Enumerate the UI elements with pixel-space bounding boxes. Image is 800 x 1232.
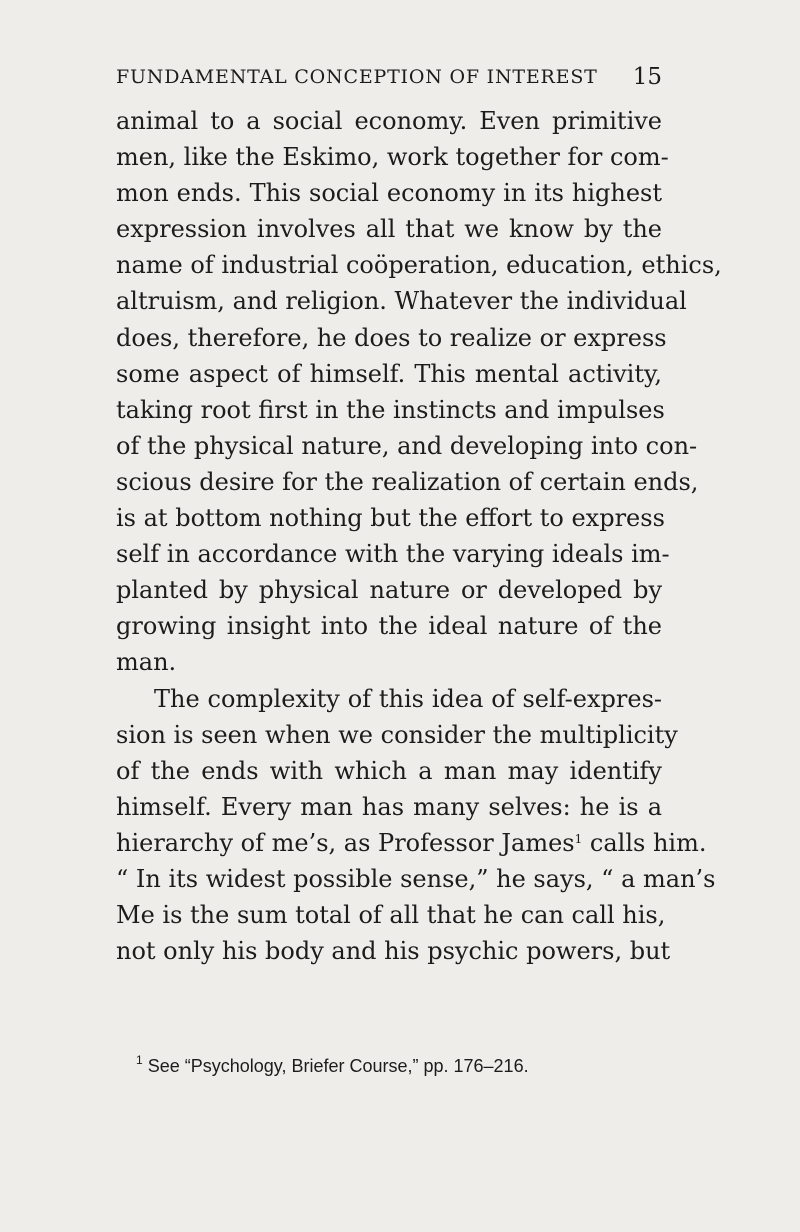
text-line: growing insight into the ideal nature of the xyxy=(116,612,662,641)
text-line: scious desire for the realization of certain ends, xyxy=(116,467,699,496)
text-line: animal to a social economy. Even primitive xyxy=(116,107,662,135)
text-line-with-footnote xyxy=(116,825,707,861)
text-line: planted by physical nature or developed by xyxy=(116,576,662,605)
paragraph-1 xyxy=(116,103,722,681)
text-line: The complexity of this idea of self-expres- xyxy=(154,684,662,713)
footnote-reference: 1 xyxy=(574,831,583,846)
text-line: sion is seen when we consider the multiplicity xyxy=(116,720,678,749)
text-fragment: calls him. xyxy=(589,828,707,857)
text-line: does, therefore, he does to realize or express xyxy=(116,323,667,352)
text-line: of the physical nature, and developing into con- xyxy=(116,431,698,460)
paragraph-2 xyxy=(116,681,716,970)
text-line: name of industrial coöperation, education, ethics, xyxy=(116,251,722,280)
text-line: men, like the Eskimo, work together for com- xyxy=(116,143,669,172)
body-text xyxy=(116,103,722,969)
text-line: man. xyxy=(116,648,177,677)
text-line: Me is the sum total of all that he can call his, xyxy=(116,901,666,930)
footnote xyxy=(136,1055,662,1077)
text-line: not only his body and his psychic powers, but xyxy=(116,937,671,966)
text-line: taking root first in the instincts and impulses xyxy=(116,395,665,424)
text-fragment: hierarchy of me’s, as Professor James xyxy=(116,828,575,857)
page-number: 15 xyxy=(632,64,662,90)
running-title: FUNDAMENTAL CONCEPTION OF INTEREST xyxy=(116,66,598,88)
text-line: of the ends with which a man may identify xyxy=(116,756,662,785)
text-line: some aspect of himself. This mental activity, xyxy=(116,359,662,388)
footnote-text: See “Psychology, Briefer Course,” pp. 176–216. xyxy=(147,1056,529,1076)
running-head xyxy=(116,66,662,102)
footnote-marker: 1 xyxy=(136,1053,143,1067)
text-line: “ In its widest possible sense,” he says, “ a man’s xyxy=(116,864,716,893)
text-line: mon ends. This social economy in its highest xyxy=(116,179,662,208)
text-line: himself. Every man has many selves: he is a xyxy=(116,792,662,821)
text-line: self in accordance with the varying ideals im- xyxy=(116,540,670,569)
text-line: expression involves all that we know by the xyxy=(116,215,662,244)
text-line: is at bottom nothing but the effort to express xyxy=(116,504,665,533)
text-line: altruism, and religion. Whatever the individual xyxy=(116,287,687,316)
